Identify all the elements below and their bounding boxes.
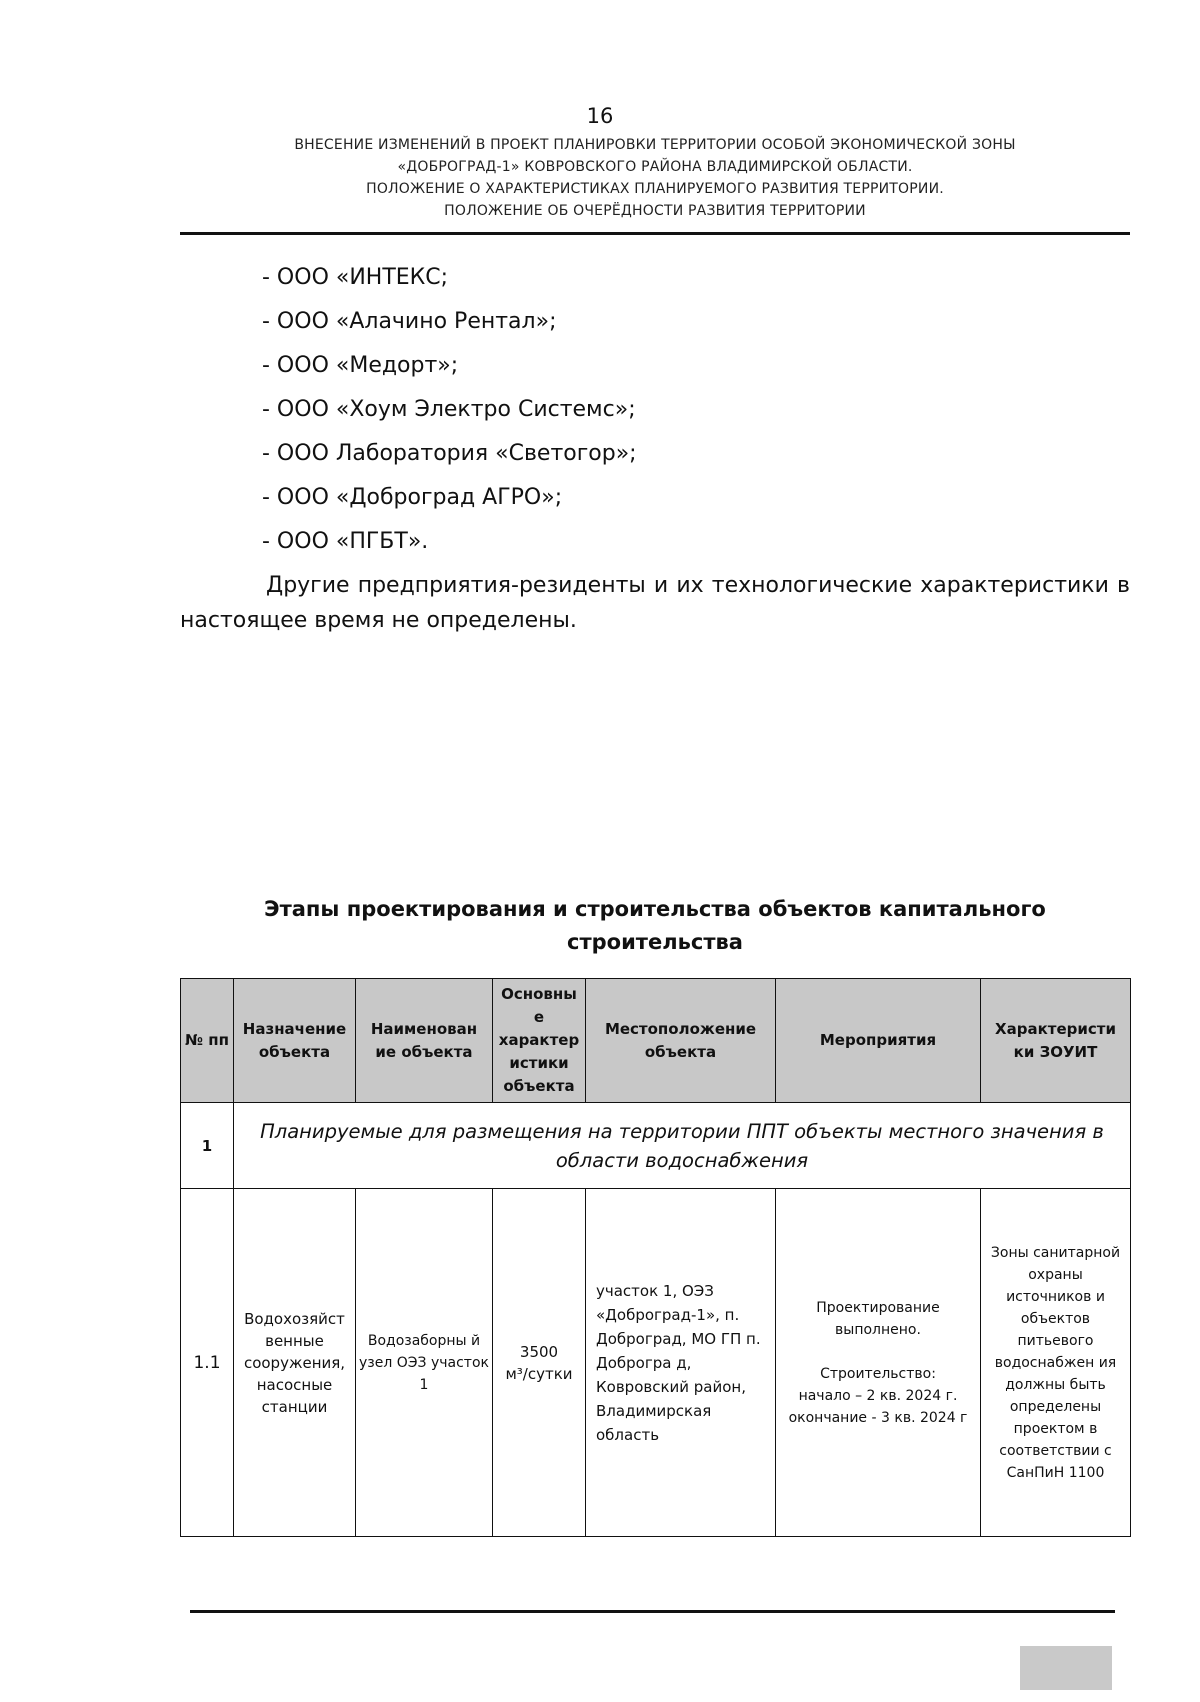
list-item: - ООО «Алачино Рентал»; — [262, 309, 557, 334]
stamp-mark — [1020, 1646, 1112, 1690]
object-measures — [776, 1189, 981, 1537]
page-number: 16 — [586, 104, 614, 128]
section-title: Планируемые для размещения на территории ППТ объекты местного значения в области водоснабжения — [234, 1103, 1131, 1189]
residents-paragraph: Другие предприятия-резиденты и их технологические характеристики в настоящее время не определены. — [180, 573, 1130, 633]
capacity-unit: м³/сутки — [505, 1364, 573, 1383]
header-line-4: ПОЛОЖЕНИЕ ОБ ОЧЕРЁДНОСТИ РАЗВИТИЯ ТЕРРИТОРИИ — [444, 203, 866, 219]
capacity-value: 3500 — [519, 1342, 559, 1361]
object-characteristics — [493, 1189, 586, 1537]
construction-end: окончание - 3 кв. 2024 г — [788, 1409, 968, 1426]
company-list — [262, 258, 637, 566]
table-section-row — [181, 1103, 1131, 1189]
header-line-3: ПОЛОЖЕНИЕ О ХАРАКТЕРИСТИКАХ ПЛАНИРУЕМОГО РАЗВИТИЯ ТЕРРИТОРИИ. — [366, 181, 944, 197]
header-divider — [180, 232, 1130, 235]
stages-table — [180, 978, 1131, 1537]
design-status: Проектирование выполнено. — [816, 1299, 940, 1338]
header-cell-measures: Мероприятия — [776, 979, 981, 1103]
object-location: участок 1, ОЭЗ «Доброград-1», п. Доброград, МО ГП п. Доброгра д, Ковровский район, Владимирская область — [586, 1189, 776, 1537]
table-header-row — [181, 979, 1131, 1103]
list-item: - ООО «Доброград АГРО»; — [262, 485, 563, 510]
document-header — [180, 134, 1130, 222]
table-title: Этапы проектирования и строительства объектов капитального строительства — [264, 897, 1046, 954]
header-cell-characteristics: Основны е характер истики объекта — [493, 979, 586, 1103]
row-number: 1.1 — [181, 1189, 234, 1537]
zouit-characteristics: Зоны санитарной охраны источников и объектов питьевого водоснабжен ия должны быть определены проектом в соответствии с СанПиН 1100 — [981, 1189, 1131, 1537]
header-line-1: ВНЕСЕНИЕ ИЗМЕНЕНИЙ В ПРОЕКТ ПЛАНИРОВКИ ТЕРРИТОРИИ ОСОБОЙ ЭКОНОМИЧЕСКОЙ ЗОНЫ — [294, 137, 1016, 153]
list-item: - ООО «Медорт»; — [262, 353, 459, 378]
header-cell-name: Наименован ие объекта — [356, 979, 493, 1103]
list-item: - ООО «ИНТЕКС; — [262, 265, 449, 290]
footer-divider — [190, 1610, 1115, 1613]
object-purpose: Водохозяйст венные сооружения, насосные станции — [234, 1189, 356, 1537]
header-cell-purpose: Назначение объекта — [234, 979, 356, 1103]
list-item: - ООО «ПГБТ». — [262, 529, 429, 554]
section-number: 1 — [181, 1103, 234, 1189]
object-name: Водозаборны й узел ОЭЗ участок 1 — [356, 1189, 493, 1537]
header-cell-location: Местоположение объекта — [586, 979, 776, 1103]
construction-start: начало – 2 кв. 2024 г. — [798, 1387, 958, 1404]
list-item: - ООО Лаборатория «Светогор»; — [262, 441, 637, 466]
table-row — [181, 1189, 1131, 1537]
construction-label: Строительство: — [820, 1365, 936, 1382]
list-item: - ООО «Хоум Электро Системс»; — [262, 397, 636, 422]
header-cell-number: № пп — [181, 979, 234, 1103]
header-cell-zouit: Характеристи ки ЗОУИТ — [981, 979, 1131, 1103]
header-line-2: «ДОБРОГРАД-1» КОВРОВСКОГО РАЙОНА ВЛАДИМИРСКОЙ ОБЛАСТИ. — [397, 159, 913, 175]
